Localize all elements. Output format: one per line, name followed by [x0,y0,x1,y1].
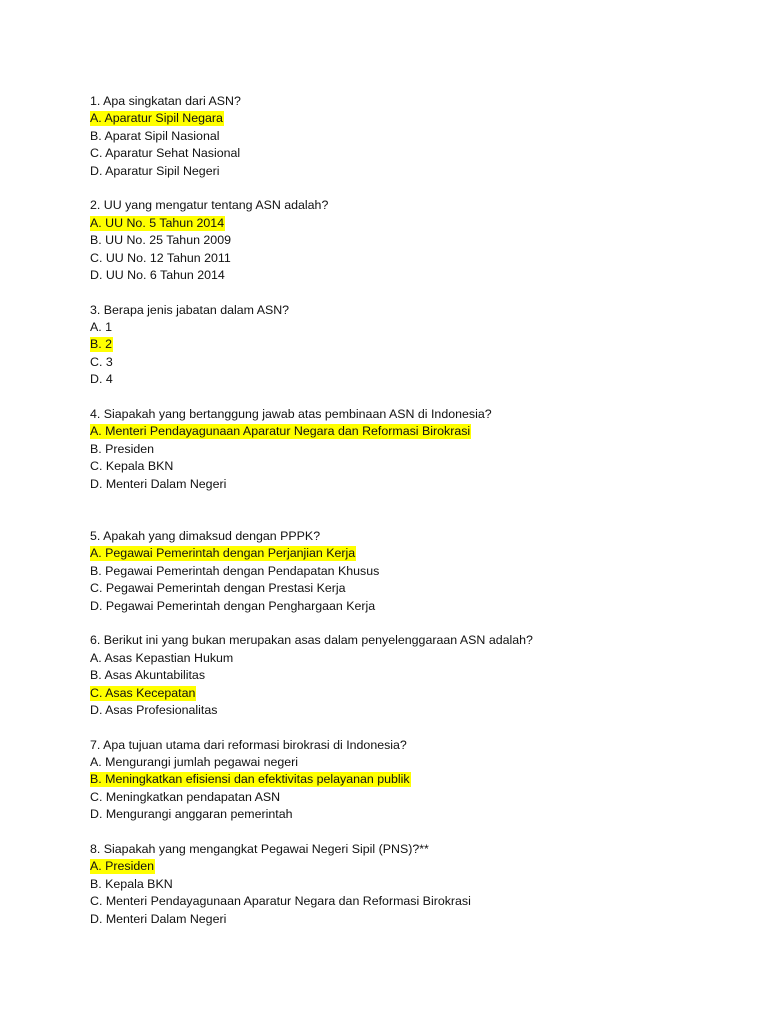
question-block-1 [90,93,750,180]
question-block-3 [90,302,750,389]
option-c: C. Kepala BKN [90,459,174,474]
question-block-6 [90,632,750,719]
question-text: 7. Apa tujuan utama dari reformasi birokrasi di Indonesia? [90,737,407,752]
correct-answer-highlight: B. 2 [90,337,113,352]
option-a: A. 1 [90,320,113,335]
option-a [90,858,750,875]
correct-answer-highlight: B. Meningkatkan efisiensi dan efektivitas pelayanan publik [90,772,410,787]
option-a [90,423,750,440]
option-a [90,215,750,232]
option-c [90,685,750,702]
question-text: 6. Berikut ini yang bukan merupakan asas dalam penyelenggaraan ASN adalah? [90,633,533,648]
option-c: C. Aparatur Sehat Nasional [90,146,241,161]
option-b: B. Asas Akuntabilitas [90,668,206,683]
option-b: B. UU No. 25 Tahun 2009 [90,233,231,248]
option-b: B. Pegawai Pemerintah dengan Pendapatan Khusus [90,563,380,578]
option-a: A. Asas Kepastian Hukum [90,650,234,665]
question-block-7 [90,737,750,824]
option-b: B. Presiden [90,441,155,456]
option-d: D. 4 [90,372,113,387]
option-d: D. Asas Profesionalitas [90,702,218,717]
option-b: B. Kepala BKN [90,876,173,891]
question-text: 4. Siapakah yang bertanggung jawab atas pembinaan ASN di Indonesia? [90,407,492,422]
correct-answer-highlight: C. Asas Kecepatan [90,685,196,700]
correct-answer-highlight: A. Presiden [90,859,155,874]
option-b: B. Aparat Sipil Nasional [90,128,220,143]
option-b [90,771,750,788]
question-text: 8. Siapakah yang mengangkat Pegawai Negeri Sipil (PNS)?** [90,842,429,857]
question-text: 1. Apa singkatan dari ASN? [90,94,241,108]
option-c: C. Meningkatkan pendapatan ASN [90,789,281,804]
option-d: D. Mengurangi anggaran pemerintah [90,807,293,822]
correct-answer-highlight: A. Pegawai Pemerintah dengan Perjanjian Kerja [90,546,356,561]
option-d: D. Menteri Dalam Negeri [90,911,227,926]
question-block-2 [90,197,750,284]
option-d: D. UU No. 6 Tahun 2014 [90,267,225,282]
option-a: A. Mengurangi jumlah pegawai negeri [90,755,299,770]
correct-answer-highlight: A. Menteri Pendayagunaan Aparatur Negara dan Reformasi Birokrasi [90,424,471,439]
option-c: C. Pegawai Pemerintah dengan Prestasi Kerja [90,581,346,596]
option-a [90,110,750,127]
option-b [90,336,750,353]
document-page [90,93,750,928]
question-block-8 [90,841,750,928]
question-block-5 [90,528,750,615]
option-d: D. Aparatur Sipil Negeri [90,163,220,178]
option-c: C. Menteri Pendayagunaan Aparatur Negara dan Reformasi Birokrasi [90,894,471,909]
question-block-4 [90,406,750,493]
option-c: C. UU No. 12 Tahun 2011 [90,250,231,265]
option-a [90,545,750,562]
option-d: D. Menteri Dalam Negeri [90,476,227,491]
option-c: C. 3 [90,354,113,369]
question-text: 5. Apakah yang dimaksud dengan PPPK? [90,528,321,543]
correct-answer-highlight: A. Aparatur Sipil Negara [90,111,223,126]
question-text: 2. UU yang mengatur tentang ASN adalah? [90,198,329,213]
correct-answer-highlight: A. UU No. 5 Tahun 2014 [90,215,225,230]
option-d: D. Pegawai Pemerintah dengan Penghargaan Kerja [90,598,376,613]
question-text: 3. Berapa jenis jabatan dalam ASN? [90,302,290,317]
